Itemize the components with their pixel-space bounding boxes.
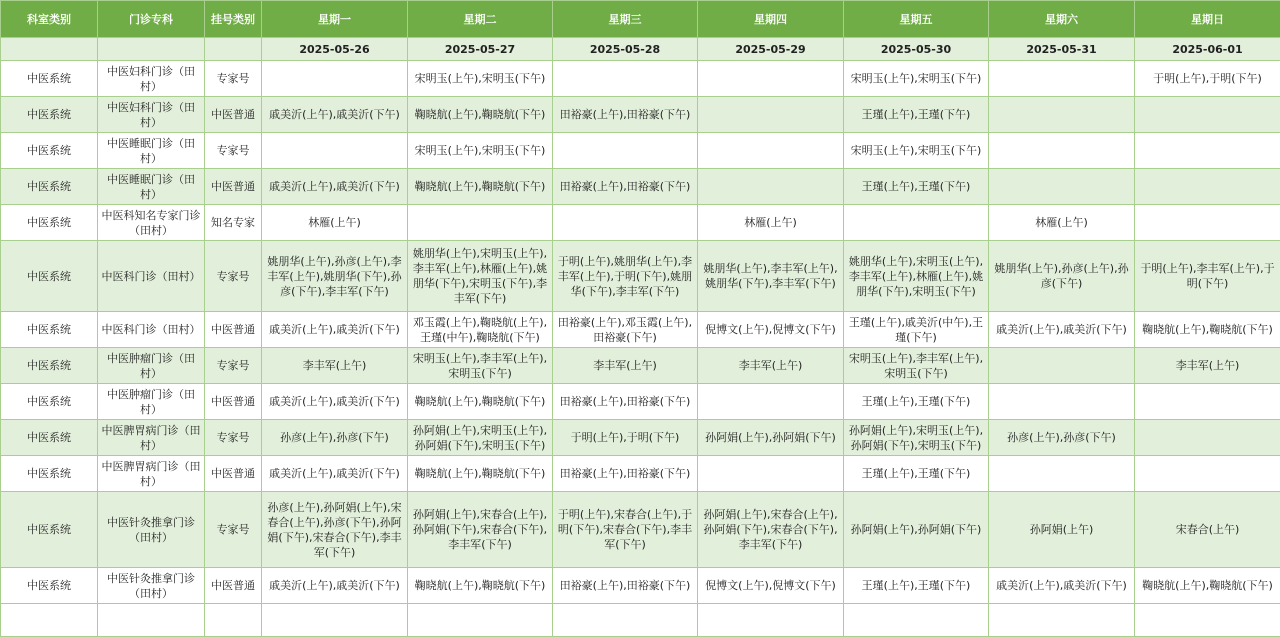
col-friday-cell: 王瑾(上午),王瑾(下午) <box>844 169 989 205</box>
col-friday-cell: 孙阿娟(上午),孙阿娟(下午) <box>844 492 989 568</box>
col-thursday-cell: 倪博文(上午),倪博文(下午) <box>698 312 844 348</box>
col-registration-type-cell: 中医普通 <box>205 312 262 348</box>
date-cell <box>1 38 98 61</box>
col-registration-type-cell: 中医普通 <box>205 568 262 604</box>
col-registration-type-cell: 专家号 <box>205 420 262 456</box>
col-friday-cell: 宋明玉(上午),宋明玉(下午) <box>844 133 989 169</box>
col-wednesday-cell: 田裕豪(上午),田裕豪(下午) <box>553 384 698 420</box>
col-sunday-cell: 李丰军(上午) <box>1135 348 1280 384</box>
col-clinic-specialty-cell: 中医妇科门诊（田村） <box>98 61 205 97</box>
col-clinic-specialty-cell: 中医科知名专家门诊（田村） <box>98 205 205 241</box>
col-registration-type-cell: 中医普通 <box>205 97 262 133</box>
table-row <box>1 384 1280 420</box>
col-registration-type-cell: 专家号 <box>205 133 262 169</box>
col-friday-cell <box>844 205 989 241</box>
date-cell: 2025-05-28 <box>553 38 698 61</box>
col-tuesday-cell: 鞠晓航(上午),鞠晓航(下午) <box>408 456 553 492</box>
col-monday-cell: 孙彦(上午),孙彦(下午) <box>262 420 408 456</box>
col-tuesday-cell: 鞠晓航(上午),鞠晓航(下午) <box>408 568 553 604</box>
empty-cell <box>98 604 205 637</box>
table-row <box>1 169 1280 205</box>
col-department-category-cell: 中医系统 <box>1 348 98 384</box>
col-registration-type-cell: 中医普通 <box>205 384 262 420</box>
col-wednesday-cell <box>553 133 698 169</box>
col-department-category-cell: 中医系统 <box>1 241 98 312</box>
col-department-category-cell: 中医系统 <box>1 456 98 492</box>
col-saturday-cell <box>989 97 1135 133</box>
col-tuesday-cell: 孙阿娟(上午),宋明玉(上午),孙阿娟(下午),宋明玉(下午) <box>408 420 553 456</box>
empty-cell <box>844 604 989 637</box>
col-sunday-cell: 鞠晓航(上午),鞠晓航(下午) <box>1135 568 1280 604</box>
col-department-category-cell: 中医系统 <box>1 133 98 169</box>
col-registration-type-cell: 中医普通 <box>205 456 262 492</box>
col-sunday-cell <box>1135 97 1280 133</box>
col-friday-cell: 王瑾(上午),王瑾(下午) <box>844 568 989 604</box>
col-thursday-cell: 林雁(上午) <box>698 205 844 241</box>
col-tuesday-cell: 宋明玉(上午),李丰军(上午),宋明玉(下午) <box>408 348 553 384</box>
col-department-category-cell: 中医系统 <box>1 312 98 348</box>
col-tuesday-cell: 鞠晓航(上午),鞠晓航(下午) <box>408 169 553 205</box>
col-wednesday-cell: 田裕豪(上午),田裕豪(下午) <box>553 97 698 133</box>
col-wednesday-cell: 李丰军(上午) <box>553 348 698 384</box>
col-registration-type-cell: 专家号 <box>205 492 262 568</box>
col-wednesday-cell: 田裕豪(上午),田裕豪(下午) <box>553 456 698 492</box>
col-monday-cell: 林雁(上午) <box>262 205 408 241</box>
date-cell: 2025-05-29 <box>698 38 844 61</box>
col-friday-cell: 姚朋华(上午),宋明玉(上午),李丰军(上午),林雁(上午),姚朋华(下午),宋明玉(下午) <box>844 241 989 312</box>
col-clinic-specialty-cell: 中医妇科门诊（田村） <box>98 97 205 133</box>
date-row <box>1 38 1280 61</box>
col-clinic-specialty-cell: 中医肿瘤门诊（田村） <box>98 348 205 384</box>
table-row <box>1 420 1280 456</box>
col-clinic-specialty-cell: 中医睡眠门诊（田村） <box>98 169 205 205</box>
col-wednesday-cell <box>553 205 698 241</box>
header-row <box>1 1 1280 38</box>
date-cell: 2025-05-27 <box>408 38 553 61</box>
col-sunday-cell <box>1135 384 1280 420</box>
col-tuesday-header: 星期二 <box>408 1 553 38</box>
empty-row <box>1 604 1280 637</box>
date-cell: 2025-05-26 <box>262 38 408 61</box>
col-friday-cell: 孙阿娟(上午),宋明玉(上午),孙阿娟(下午),宋明玉(下午) <box>844 420 989 456</box>
col-friday-cell: 王瑾(上午),王瑾(下午) <box>844 384 989 420</box>
col-wednesday-cell: 于明(上午),宋春合(上午),于明(下午),宋春合(下午),李丰军(下午) <box>553 492 698 568</box>
col-friday-cell: 宋明玉(上午),宋明玉(下午) <box>844 61 989 97</box>
col-thursday-header: 星期四 <box>698 1 844 38</box>
col-monday-cell: 戚美沂(上午),戚美沂(下午) <box>262 97 408 133</box>
col-saturday-cell <box>989 169 1135 205</box>
col-department-category-cell: 中医系统 <box>1 568 98 604</box>
empty-cell <box>989 604 1135 637</box>
table-row <box>1 492 1280 568</box>
empty-cell <box>698 604 844 637</box>
col-clinic-specialty-cell: 中医针灸推拿门诊（田村） <box>98 568 205 604</box>
col-registration-type-header: 挂号类别 <box>205 1 262 38</box>
table-row <box>1 241 1280 312</box>
col-tuesday-cell: 宋明玉(上午),宋明玉(下午) <box>408 133 553 169</box>
table-row <box>1 133 1280 169</box>
col-monday-cell <box>262 133 408 169</box>
col-monday-cell: 李丰军(上午) <box>262 348 408 384</box>
col-registration-type-cell: 专家号 <box>205 61 262 97</box>
col-sunday-cell <box>1135 456 1280 492</box>
empty-cell <box>553 604 698 637</box>
col-department-category-cell: 中医系统 <box>1 492 98 568</box>
col-clinic-specialty-cell: 中医脾胃病门诊（田村） <box>98 456 205 492</box>
col-clinic-specialty-cell: 中医睡眠门诊（田村） <box>98 133 205 169</box>
table-row <box>1 568 1280 604</box>
col-clinic-specialty-cell: 中医针灸推拿门诊（田村） <box>98 492 205 568</box>
col-sunday-cell: 鞠晓航(上午),鞠晓航(下午) <box>1135 312 1280 348</box>
col-monday-cell <box>262 61 408 97</box>
col-monday-cell: 戚美沂(上午),戚美沂(下午) <box>262 568 408 604</box>
col-monday-cell: 戚美沂(上午),戚美沂(下午) <box>262 169 408 205</box>
col-sunday-cell: 宋春合(上午) <box>1135 492 1280 568</box>
table-row <box>1 205 1280 241</box>
col-saturday-cell <box>989 348 1135 384</box>
col-thursday-cell <box>698 133 844 169</box>
col-tuesday-cell: 宋明玉(上午),宋明玉(下午) <box>408 61 553 97</box>
col-tuesday-cell: 邓玉霞(上午),鞠晓航(上午),王瑾(中午),鞠晓航(下午) <box>408 312 553 348</box>
col-clinic-specialty-cell: 中医肿瘤门诊（田村） <box>98 384 205 420</box>
empty-cell <box>262 604 408 637</box>
col-saturday-cell: 姚朋华(上午),孙彦(上午),孙彦(下午) <box>989 241 1135 312</box>
empty-cell <box>408 604 553 637</box>
col-department-category-cell: 中医系统 <box>1 205 98 241</box>
col-wednesday-header: 星期三 <box>553 1 698 38</box>
col-thursday-cell <box>698 97 844 133</box>
col-friday-cell: 王瑾(上午),戚美沂(中午),王瑾(下午) <box>844 312 989 348</box>
col-registration-type-cell: 知名专家 <box>205 205 262 241</box>
date-cell: 2025-06-01 <box>1135 38 1280 61</box>
col-thursday-cell <box>698 456 844 492</box>
col-sunday-cell <box>1135 205 1280 241</box>
empty-cell <box>205 604 262 637</box>
table-row <box>1 312 1280 348</box>
col-thursday-cell <box>698 61 844 97</box>
empty-cell <box>1 604 98 637</box>
col-thursday-cell: 李丰军(上午) <box>698 348 844 384</box>
col-saturday-cell: 孙阿娟(上午) <box>989 492 1135 568</box>
col-monday-cell: 孙彦(上午),孙阿娟(上午),宋春合(上午),孙彦(下午),孙阿娟(下午),宋春合(下午),李丰军(下午) <box>262 492 408 568</box>
col-registration-type-cell: 专家号 <box>205 348 262 384</box>
col-saturday-cell: 戚美沂(上午),戚美沂(下午) <box>989 312 1135 348</box>
date-cell: 2025-05-31 <box>989 38 1135 61</box>
col-sunday-cell <box>1135 169 1280 205</box>
col-sunday-cell <box>1135 133 1280 169</box>
col-friday-cell: 王瑾(上午),王瑾(下午) <box>844 456 989 492</box>
col-wednesday-cell: 田裕豪(上午),田裕豪(下午) <box>553 169 698 205</box>
col-clinic-specialty-cell: 中医科门诊（田村） <box>98 312 205 348</box>
col-clinic-specialty-cell: 中医科门诊（田村） <box>98 241 205 312</box>
col-monday-cell: 戚美沂(上午),戚美沂(下午) <box>262 312 408 348</box>
col-wednesday-cell: 田裕豪(上午),邓玉霞(上午),田裕豪(下午) <box>553 312 698 348</box>
date-cell <box>205 38 262 61</box>
col-thursday-cell: 孙阿娟(上午),宋春合(上午),孙阿娟(下午),宋春合(下午),李丰军(下午) <box>698 492 844 568</box>
col-sunday-cell <box>1135 420 1280 456</box>
col-department-category-cell: 中医系统 <box>1 61 98 97</box>
col-tuesday-cell: 鞠晓航(上午),鞠晓航(下午) <box>408 384 553 420</box>
col-clinic-specialty-cell: 中医脾胃病门诊（田村） <box>98 420 205 456</box>
col-tuesday-cell: 孙阿娟(上午),宋春合(上午),孙阿娟(下午),宋春合(下午),李丰军(下午) <box>408 492 553 568</box>
col-wednesday-cell: 于明(上午),于明(下午) <box>553 420 698 456</box>
col-thursday-cell <box>698 384 844 420</box>
col-saturday-cell <box>989 133 1135 169</box>
col-tuesday-cell: 姚朋华(上午),宋明玉(上午),李丰军(上午),林雁(上午),姚朋华(下午),宋明玉(下午),李丰军(下午) <box>408 241 553 312</box>
table-row <box>1 61 1280 97</box>
col-thursday-cell: 倪博文(上午),倪博文(下午) <box>698 568 844 604</box>
col-saturday-cell <box>989 456 1135 492</box>
date-cell: 2025-05-30 <box>844 38 989 61</box>
col-saturday-cell: 孙彦(上午),孙彦(下午) <box>989 420 1135 456</box>
col-clinic-specialty-header: 门诊专科 <box>98 1 205 38</box>
col-saturday-cell <box>989 384 1135 420</box>
col-tuesday-cell <box>408 205 553 241</box>
col-sunday-cell: 于明(上午),于明(下午) <box>1135 61 1280 97</box>
col-thursday-cell <box>698 169 844 205</box>
col-sunday-header: 星期日 <box>1135 1 1280 38</box>
col-department-category-cell: 中医系统 <box>1 384 98 420</box>
col-monday-header: 星期一 <box>262 1 408 38</box>
col-friday-cell: 王瑾(上午),王瑾(下午) <box>844 97 989 133</box>
col-saturday-cell: 林雁(上午) <box>989 205 1135 241</box>
col-saturday-header: 星期六 <box>989 1 1135 38</box>
table-row <box>1 97 1280 133</box>
empty-cell <box>1135 604 1280 637</box>
col-wednesday-cell: 于明(上午),姚朋华(上午),李丰军(上午),于明(下午),姚朋华(下午),李丰军(下午) <box>553 241 698 312</box>
col-monday-cell: 戚美沂(上午),戚美沂(下午) <box>262 456 408 492</box>
col-saturday-cell: 戚美沂(上午),戚美沂(下午) <box>989 568 1135 604</box>
table-row <box>1 456 1280 492</box>
col-sunday-cell: 于明(上午),李丰军(上午),于明(下午) <box>1135 241 1280 312</box>
date-cell <box>98 38 205 61</box>
col-department-category-cell: 中医系统 <box>1 420 98 456</box>
col-saturday-cell <box>989 61 1135 97</box>
col-monday-cell: 姚朋华(上午),孙彦(上午),李丰军(上午),姚朋华(下午),孙彦(下午),李丰军(下午) <box>262 241 408 312</box>
col-wednesday-cell <box>553 61 698 97</box>
col-wednesday-cell: 田裕豪(上午),田裕豪(下午) <box>553 568 698 604</box>
col-registration-type-cell: 专家号 <box>205 241 262 312</box>
col-thursday-cell: 姚朋华(上午),李丰军(上午),姚朋华(下午),李丰军(下午) <box>698 241 844 312</box>
table-row <box>1 348 1280 384</box>
col-tuesday-cell: 鞠晓航(上午),鞠晓航(下午) <box>408 97 553 133</box>
col-department-category-header: 科室类别 <box>1 1 98 38</box>
col-department-category-cell: 中医系统 <box>1 169 98 205</box>
col-registration-type-cell: 中医普通 <box>205 169 262 205</box>
col-friday-header: 星期五 <box>844 1 989 38</box>
col-thursday-cell: 孙阿娟(上午),孙阿娟(下午) <box>698 420 844 456</box>
col-friday-cell: 宋明玉(上午),李丰军(上午),宋明玉(下午) <box>844 348 989 384</box>
col-department-category-cell: 中医系统 <box>1 97 98 133</box>
col-monday-cell: 戚美沂(上午),戚美沂(下午) <box>262 384 408 420</box>
